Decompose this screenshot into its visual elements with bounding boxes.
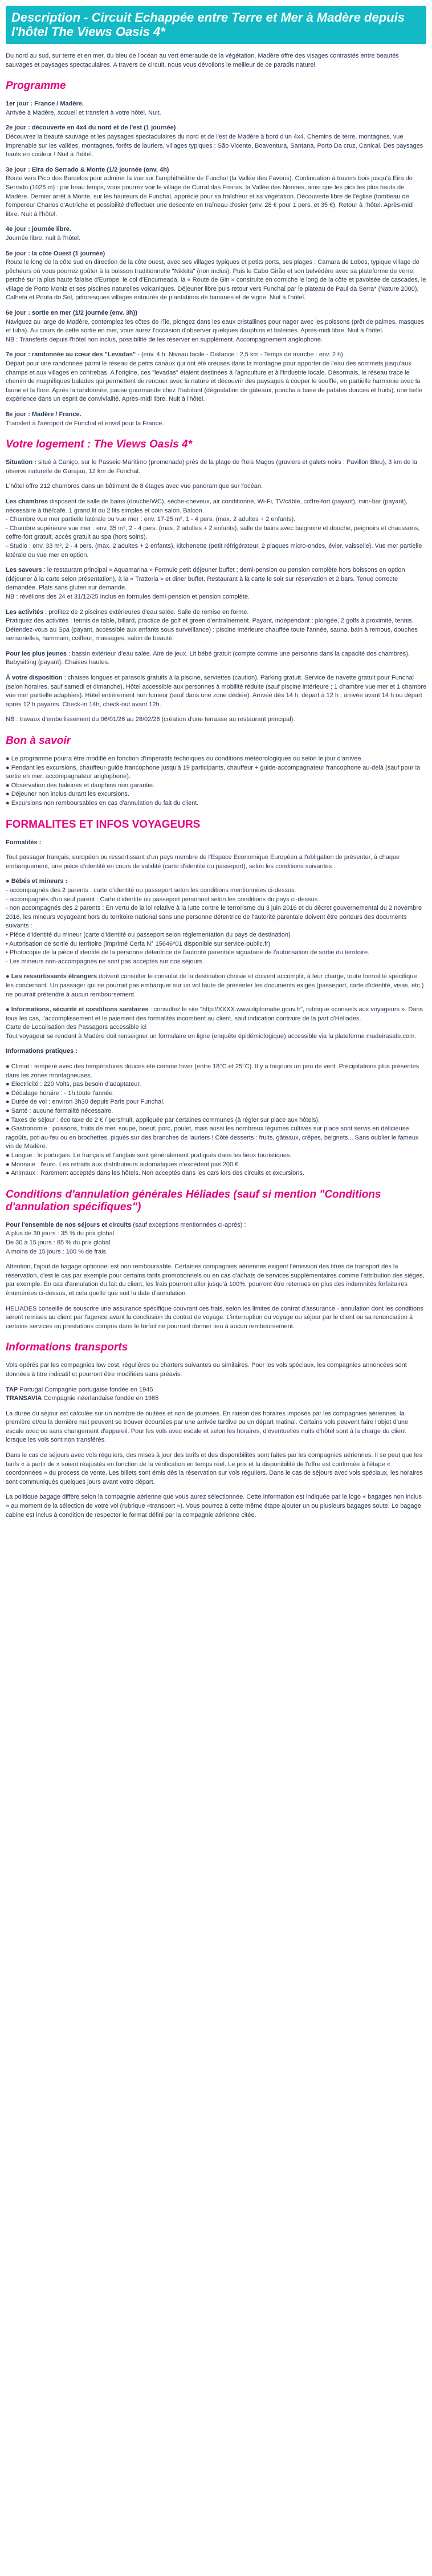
good-to-know-heading: Bon à savoir xyxy=(6,735,71,747)
program-day-4 xyxy=(6,225,426,243)
day-title: 5e jour : la côte Ouest (1 journée) xyxy=(6,250,105,257)
day-text: Journée libre, nuit à l'hôtel. xyxy=(6,234,81,242)
formalities-heading: FORMALITES ET INFOS VOYAGEURS xyxy=(6,818,201,831)
formalities-intro: Tout passager français, européen ou ressortissant d'un pays membre de l'Espace Economique Européen a l'obligation de présenter, à chaque embarquement, une pièce d'identité en cours de validité (carte d'identité ou passeport), selon les conditions suivantes : xyxy=(6,854,400,870)
hotel-renovation-note: NB : travaux d'embellissement du 06/01/26 au 28/02/26 (création d'une terrasse au restaurant principal). xyxy=(6,716,295,723)
program-day-5 xyxy=(6,250,426,303)
hotel-dining: Les saveurs : le restaurant principal « Aquamarina » Formule petit déjeuner buffet ; demi-pension ou pension complète hors boissons en option (déjeuner à la carte selon présentation), à la « Trattoria » et diner buffet. Restaurant à la carte le soir sur réservation et 2 bars. Tenue correcte demandée. Plats sans gluten sur demande. NB : révélions des 24 et 31/12/25 inclus en formules demi-pension et pension complète. xyxy=(6,567,405,600)
intro-text: Du nord au sud, sur terre et en mer, du bleu de l'océan au vert émeraude de la végétation, Madère offre des visages contrastés entre beautés sauvages et paysages spectaculaires. A travers ce circuit, nous vous dévoilons le meilleur de ce paradis naturel. xyxy=(6,52,399,68)
practical-info-label: Informations pratiques : xyxy=(6,1048,78,1055)
formalities-label: Formalités : xyxy=(6,839,42,846)
day-title: 7e jour : randonnée au cœur des "Levadas" xyxy=(6,351,136,359)
transport-regular-flights: Dans le cas de séjours avec vols réguliers, des mises à jour des tarifs et des disponibilités sont faites par les compagnies aériennes. Il se peut que les tarifs « à partir de » soient réajustés en fonction de la vérification en temps réel. Le prix et la disponibilité de l'offre est confirmée à l'étape « coordonnées » du process de vente. Les billets sont émis dès la réservation sur vols réguliers. Dans le cas de séjours avec vols spéciaux, les horaires sont communiqués quelques jours avant votre départ. xyxy=(6,1452,423,1486)
page-title: Description - Circuit Echappée entre Terre et Mer à Madère depuis l'hôtel The Views Oasis 4* xyxy=(11,10,405,39)
transport-heading: Informations transports xyxy=(6,1341,128,1354)
day-text: Arrivée à Madère, accueil et transfert à votre hôtel. Nuit. xyxy=(6,109,161,116)
hotel-kids: Pour les plus jeunes : bassin extérieur d'eau salée. Aire de jeux. Lit bébé gratuit (compte comme une personne dans la capacité des chambres). Babysitting (payant). Chaises hautes. xyxy=(6,650,410,666)
formalities-foreigners: ● Les ressortissants étrangers doivent consulter le consulat de la destination choisie et doivent accomplir, à leur charge, toute formalité spécifique les concernant. Un passager qui ne pourrait pas embarquer sur un vol faute de présenter les documents exigés (passeport, carte d'identité, visas, etc.) ne pourrait prétendre à aucun remboursement. xyxy=(6,973,424,998)
day-text: Route le long de la côte sud en direction de la côte ouest, avec ses villages typiques et petits ports, ses plages : Camara de Lobos, typique village de pêcheurs où vous pourrez goûter à la boisson traditionnelle "Nikkita" (non inclus). Puis le Cabo Girão et son belvédère avec sa plateforme de verre, perché sur la plus haute falaise d'Europe, le col d'Encumeada, la « Route de Gin » construite en corniche le long de la côte et pavoisée de cascades, le village de Porto Moniz et ses piscines naturelles volcaniques. Déjeuner libre puis retour vers Funchal par le plateau de Paul da Serra* (Nature 2000), Calheta et Ponta do Sol, pittoresques villages entourés de plantations de bananes et de vigne. Nuit à l'hôtel. xyxy=(6,259,426,302)
cancellation-insurance: HELIADES conseille de souscrire une assurance spécifique couvrant ces frais, selon les limites de contrat d'assurance - annulation dont les conditions seront remises au client par l'agence avant la conclusion du contrat de voyage. L'interruption du voyage ou séjour par le client ou sa renonciation à certains services ou prestations compris dans le forfait ne pourront donner lieu à aucun remboursement. xyxy=(6,1305,423,1330)
program-heading: Programme xyxy=(6,80,66,92)
cancellation-fees: Pour l'ensemble de nos séjours et circuits (sauf exceptions mentionnées ci-après) : A plus de 30 jours : 35 % du prix global De 30 à 15 jours : 85 % du prix global A moins de 15 jours : 100 % de frais xyxy=(6,1221,246,1255)
program-day-3 xyxy=(6,166,426,219)
hotel-situation: Situation : situé à Caniço, sur le Passeio Marítimo (promenade) près de la plage de Reis Magos (graviers et galets noirs ; Pavillon Bleu), 3 km de la réserve naturelle de Garajau, 12 km de Funchal. xyxy=(6,459,418,475)
cancellation-attention: Attention, l'ajout de bagage optionnel est non remboursable. Certaines compagnies aériennes exigent l'émission des titres de transport dès la réservation, c'est le cas par exemple pour certains tarifs promotionnels ou en cas d'achats de services supplémentaires comme l'attribution des sièges, par exemple. En cas d'annulation du fait du client, les frais pourront aller jusqu'à 100%, pourront être retenues en plus des indemnités forfaitaires énumérées ci-dessus, et cela quelle que soit la date d'annulation. xyxy=(6,1263,425,1297)
day-title: 8e jour : Madère / France. xyxy=(6,411,81,418)
transport-intro: Vols opérés par les compagnies low cost, régulières ou charters suivantes ou similaires. Pour les vols spéciaux, les compagnies annoncées sont données à titre indicatif et pourront être modifiées sans préavis. xyxy=(6,1362,407,1378)
good-to-know-list: ● Le programme pourra être modifié en fonction d'impératifs techniques ou conditions météorologiques ou selon le jour d'arrivée. ● Pendant les excursions, chauffeur-guide francophone jusqu'à 19 participants, chauffeur + guide-accompagnateur francophone au-delà (sauf pour la sortie en mer, accompagnateur anglophone). ● Observation des baleines et dauphins non garantie. ● Déjeuner non inclus durant les excursions. ● Excursions non remboursables en cas d'annulation du fait du client. xyxy=(6,755,421,807)
transport-baggage: La politique bagage diffère selon la compagnie aérienne que vous aurez sélectionnée. Cette information est indiquée par le logo « bagages non inclus » au moment de la sélection de votre vol (rubrique «transport »). Vous pourrez à cette même étape ajouter un ou plusieurs bagages soute. Le bagage cabine est inclus à condition de respecter le format défini par la compagnie aérienne citée. xyxy=(6,1493,422,1519)
formalities-health: ● Informations, sécurité et conditions sanitaires : consultez le site "http://XXXX.www.diplomatie.gouv.fr", rubrique «conseils aux voyageurs ». Dans tous les cas, l'accomplissement et le paiement des formalités incombent au client, sauf indication contraire de la part d'Héliades. Carte de Localisation des Passagers accessible ici Tout voyageur se rendant à Madère doit renseigner un formulaire en ligne (enquête épidémiologique) accessible via la plateforme madeirasafe.com. xyxy=(6,1006,423,1040)
cancellation-heading: Conditions d'annulation générales Héliades (sauf si mention "Conditions d'annulation spécifiques") xyxy=(6,1188,381,1213)
day-title: 2e jour : découverte en 4x4 du nord et de l'est (1 journée) xyxy=(6,124,176,132)
program-day-6 xyxy=(6,309,426,344)
day-title: 6e jour : sortie en mer (1/2 journée (env. 3h)) xyxy=(6,310,137,317)
hotel-description: L'hôtel offre 212 chambres dans un bâtiment de 8 étages avec vue panoramique sur l'océan. xyxy=(6,483,263,490)
hotel-rooms: Les chambres disposent de salle de bains (douche/WC), sèche-cheveux, air conditionné, Wi-Fi, TV/câble, coffre-fort (payant), mini-bar (payant), nécessaire à thé/café. 1 grand lit ou 2 lits simples et coin salon. Balcon. - Chambre vue mer partielle latérale ou vue mer : env. 17-25 m², 1 - 4 pers. (max. 2 adultes + 2 enfants). - Chambre supérieure vue mer : env. 35 m², 2 - 4 pers. (max. 2 adultes + 2 enfants), salle de bains avec baignoire et douche, peignoirs et chaussons, coffre-fort gratuit, accès gratuit au spa (hors soins). - Studio : env. 33 m², 2 - 4 pers. (max. 2 adultes + 2 enfants), kitchenette (petit réfrigérateur, 2 plaques micro-ondes, évier, vaisselle). Vue mer partielle latérale ou vue mer en option. xyxy=(6,498,422,559)
practical-info-list: ● Climat : tempéré avec des températures douces été comme hiver (entre 18°C et 25°C). Il y a toujours un peu de vent. Précipitations plus présentes dans les zones montagneuses. ● Electricité : 220 Volts, pas besoin d'adaptateur. ● Décalage horaire : - 1h toute l'année. ● Durée de vol : environ 3h30 depuis Paris pour Funchal. ● Santé : aucune formalité nécessaire. ● Taxes de séjour : éco taxe de 2 € / pers/nuit, appliquée par certaines communes (à régler sur place aux hôtels). ● Gastronomie : poissons, fruits de mer, soupe, boeuf, porc, poulet, mais aussi les nombreux légumes cultivés sur place sont servis en délicieuse ragoûts, pot-au-feu ou en brochettes, piqués sur des branches de lauriers ! Côté desserts : fruits, gâteaux, crêpes, beignets... Sans oublier le fameux vin de Madère. ● Langue : le portugais. Le français et l'anglais sont généralement pratiqués dans les lieux touristiques. ● Monnaie : l'euro. Les retraits aux distributeurs automatiques n'excèdent pas 200 €. ● Animaux : Rarement acceptés dans les hôtels. Non acceptés dans les cars lors des circuits et excursions. xyxy=(6,1063,419,1177)
day-title: 4e jour : journée libre. xyxy=(6,226,71,233)
formalities-minors: ● Bébés et mineurs : - accompagnés des 2 parents : carte d'identité ou passeport selon les conditions mentionnées ci-dessus. - accompagnés d'un seul parent : Carte d'identité ou passeport personnel selon les conditions du pays ci-dessus. - non accompagnés des 2 parents : En vertu de la loi relative à la lutte contre le terrorisme du 3 juin 2016 et du décret gouvernemental du 2 novembre 2016, les mineurs voyageant hors du territoire national sans une personne détentrice de l'autorité parentale doivent être porteurs des documents suivants : • Pièce d'identité du mineur (carte d'identité ou passeport selon réglementation du pays de destination) • Autorisation de sortie du territoire (imprimé Cerfa N° 15646*01 disponible sur service-public.fr) • Photocopie de la pièce d'identité de la personne détentrice de l'autorité parentale signataire de l'autorisation de sortie du territoire. - Les mineurs non-accompagnés ne sont pas acceptés sur nos séjours. xyxy=(6,878,422,965)
transport-duration: La durée du séjour est calculée sur un nombre de nuitées et non de journées. En raison des horaires imposés par les compagnies aériennes, la première et/ou la dernière nuit peuvent se trouver écourtées par une arrivée tardive ou un départ matinal. Certains vols peuvent faire l'objet d'une escale avec ou sans changement d'appareil. Pour les vols avec escale et selon les horaires, d'éventuelles nuits d'hôtel sont à la charge du client lorsque les vols sont non transférés. xyxy=(6,1410,409,1444)
hotel-facilities: À votre disposition : chaises longues et parasols gratuits à la piscine, serviettes (caution). Parking gratuit. Service de navette gratuit pour Funchal (selon horaires, sauf samedi et dimanche). Hôtel accessible aux personnes à mobilité réduite (sauf piscine intérieure ; 1 chambre vue mer et 1 chambre vue mer partielle adaptées). Hôtel entièrement non fumeur (sauf dans une zone dédiée). Arrivée dès 14 h, départ à 12 h ; arrivée avant 14 h ou départ après 12 h payants. Check-in 14h, check-out avant 12h. xyxy=(6,674,426,708)
title-banner xyxy=(6,6,426,44)
day-text: Transfert à l'aéroport de Funchal et envol pour la France. xyxy=(6,420,164,427)
day-title: 3e jour : Eira do Serrado & Monte (1/2 journée (env. 4h) xyxy=(6,166,169,173)
day-note: NB : Transferts depuis l'hôtel non inclus, possibilité de les réserver en supplément. Accompagnement anglophone. xyxy=(6,336,323,343)
program-day-1 xyxy=(6,100,426,117)
hotel-activities: Les activités : profitez de 2 piscines extérieures d'eau salée. Salle de remise en forme. Pratiquez des activités : tennis de table, billard, practice de golf et green d'entraînement. Payant, indépendant : plongée, 2 golfs à proximité, tennis. Détendez-vous au Spa (payant, accessible aux enfants sous surveillance) : piscine intérieure chauffée toute l'année, sauna, bain à remous, douches sensorielles, hammam, coiffeur, massages, salon de beauté. xyxy=(6,608,418,642)
day-title: 1er jour : France / Madère. xyxy=(6,100,84,108)
program-day-7 xyxy=(6,351,426,404)
program-day-2 xyxy=(6,124,426,159)
day-text: Départ pour une randonnée parmi le réseau de petits canaux qui ont été creusés dans la montagne pour apporter de l'eau des sommets jusqu'aux champs et aux villages en contrebas. A l'origine, ces "levadas" étaient destinées à l'agriculture et à l'industrie locale. Désormais, le réseau trace le chemin de magnifiques balades qui permettent de renouer avec la nature et découvrir des paysages à couper le souffle, en partielle harmonie avec la faune et la flore. Après la randonnée, pause gourmande chez l'habitant (dégustation de gâteaux, poncha à base de patates douces et fruits), une belle expérience dans un esprit de convivialité. Après-midi libre. Nuit à l'hôtel. xyxy=(6,360,423,403)
day-text: Découvrez la beauté sauvage et les paysages spectaculaires du nord et de l'est de Madère à bord d'un 4x4. Chemins de terre, montagnes, vue imprenable sur les vallées, montagnes, forêts de lauriers, villages typiques : São Vicente, Boaventura, Santana, Porto Da cruz, Canical. Des paysages hauts en couleur ! Nuit à l'hôtel. xyxy=(6,133,423,158)
hotel-heading: Votre logement : The Views Oasis 4* xyxy=(6,438,192,451)
day-title-detail: - (env. 4 h. Niveau facile - Distance : 2,5 km - Temps de marche : env. 2 h) xyxy=(136,351,343,359)
program-day-8 xyxy=(6,410,426,428)
day-text: Route vers Pico dos Barcelos pour admirer la vue sur l'amphithéâtre de Funchal (la Vallée des Favoris). Continuation à travers bois jusqu'à Eira do Serrado (1026 m) : par beau temps, vous pourrez voir le village de Curral das Freiras, la Vallée des Nonnes, ainsi que les pics les plus hauts de Madère. Dernier arrêt à Monte, sur les hauteurs de Funchal, apprécié pour sa fraîcheur et sa végétation. Découverte libre de l'église (tombeau de l'empereur Charles d'Autriche et possibilité d'effectuer une descente en traîneau d'osier (env. 28 € pour 1 pers. et 35 €). Retour à l'hôtel. Après-midi libre. Nuit à l'hôtel. xyxy=(6,175,414,218)
day-text: Naviguez au large de Madère, contemplez les côtes de l'île, plongez dans les eaux cristallines pour nager avec les poissons (prêt de palmes, masques et tuba). Au cours de cette sortie en mer, vous aurez l'occasion d'observer quelques dauphins et baleines. Après-midi libre. Nuit à l'hôtel. xyxy=(6,318,425,335)
transport-companies: TAP Portugal Compagnie portugaise fondée en 1945 TRANSAVIA Compagnie néerlandaise fondée en 1965 xyxy=(6,1386,159,1402)
